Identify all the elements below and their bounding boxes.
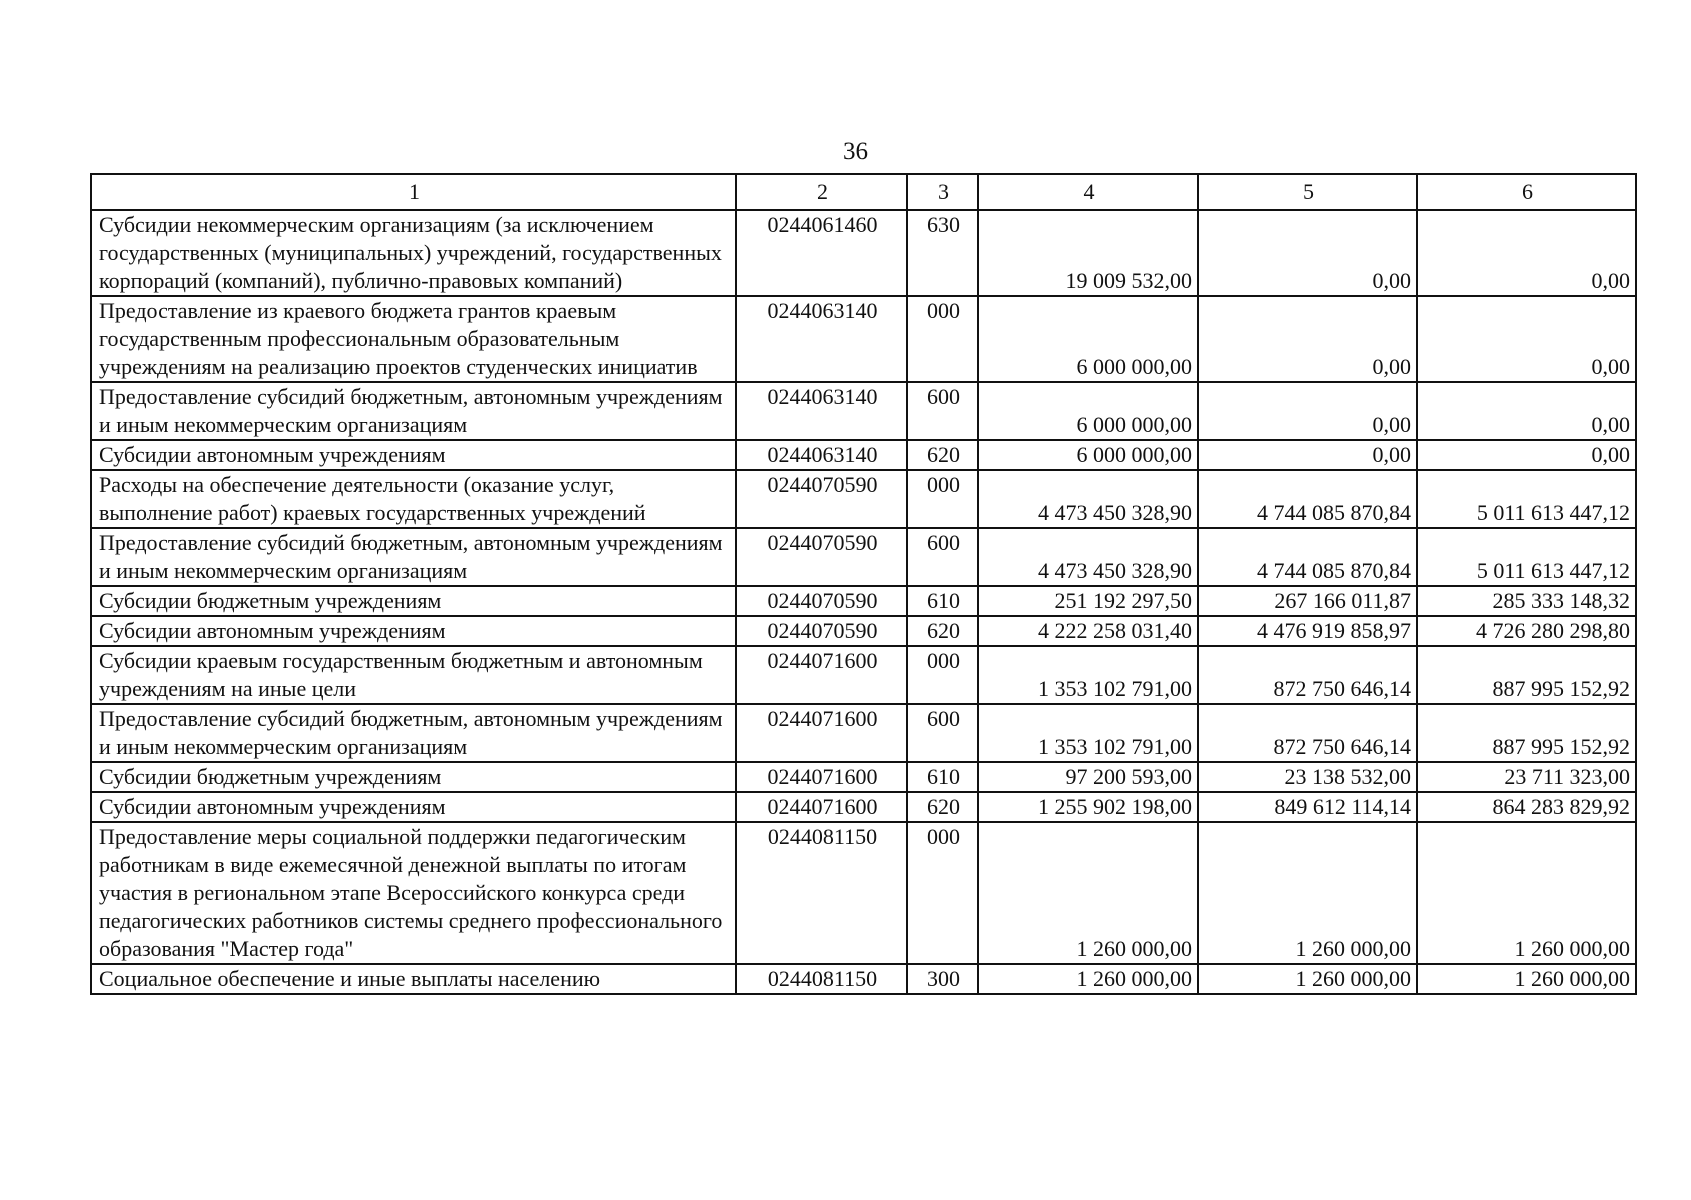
- row-description: Предоставление субсидий бюджетным, автономным учреждениям и иным некоммерческим организациям: [91, 528, 736, 586]
- row-target-code: 0244071600: [736, 704, 907, 762]
- row-amount-col5: 1 260 000,00: [1198, 822, 1417, 964]
- row-description: Субсидии автономным учреждениям: [91, 616, 736, 646]
- row-amount-col4: 4 473 450 328,90: [978, 528, 1198, 586]
- row-description: Субсидии краевым государственным бюджетным и автономным учреждениям на иные цели: [91, 646, 736, 704]
- row-target-code: 0244071600: [736, 792, 907, 822]
- row-amount-col6: 1 260 000,00: [1417, 964, 1636, 994]
- row-expense-type: 000: [907, 646, 978, 704]
- row-amount-col4: 4 473 450 328,90: [978, 470, 1198, 528]
- row-amount-col4: 1 255 902 198,00: [978, 792, 1198, 822]
- row-description: Субсидии некоммерческим организациям (за исключением государственных (муниципальных) учреждений, государственных корпораций (компаний), публично-правовых компаний): [91, 210, 736, 296]
- header-col-6: 6: [1417, 174, 1636, 210]
- table-row: [91, 762, 1636, 792]
- row-amount-col5: 849 612 114,14: [1198, 792, 1417, 822]
- table-row: [91, 792, 1636, 822]
- row-amount-col6: 0,00: [1417, 382, 1636, 440]
- row-description: Предоставление меры социальной поддержки педагогическим работникам в виде ежемесячной денежной выплаты по итогам участия в региональном этапе Всероссийского конкурса среди педагогических работников системы среднего профессионального образования "Мастер года": [91, 822, 736, 964]
- table-row: [91, 646, 1636, 704]
- row-amount-col4: 97 200 593,00: [978, 762, 1198, 792]
- row-amount-col4: 1 353 102 791,00: [978, 646, 1198, 704]
- row-amount-col4: 251 192 297,50: [978, 586, 1198, 616]
- budget-table: [90, 173, 1637, 995]
- row-amount-col4: 6 000 000,00: [978, 382, 1198, 440]
- row-amount-col6: 864 283 829,92: [1417, 792, 1636, 822]
- row-amount-col5: 872 750 646,14: [1198, 704, 1417, 762]
- row-expense-type: 620: [907, 440, 978, 470]
- row-expense-type: 000: [907, 296, 978, 382]
- table-row: [91, 440, 1636, 470]
- row-amount-col4: 1 260 000,00: [978, 822, 1198, 964]
- row-expense-type: 620: [907, 792, 978, 822]
- row-expense-type: 620: [907, 616, 978, 646]
- row-amount-col5: 1 260 000,00: [1198, 964, 1417, 994]
- row-amount-col6: 4 726 280 298,80: [1417, 616, 1636, 646]
- table-row: [91, 382, 1636, 440]
- row-target-code: 0244071600: [736, 646, 907, 704]
- row-amount-col6: 5 011 613 447,12: [1417, 470, 1636, 528]
- page-number: 36: [843, 138, 868, 165]
- table-row: [91, 296, 1636, 382]
- row-amount-col6: 0,00: [1417, 440, 1636, 470]
- row-amount-col5: 0,00: [1198, 382, 1417, 440]
- row-amount-col4: 1 353 102 791,00: [978, 704, 1198, 762]
- row-expense-type: 000: [907, 470, 978, 528]
- row-amount-col6: 0,00: [1417, 210, 1636, 296]
- row-description: Предоставление субсидий бюджетным, автономным учреждениям и иным некоммерческим организациям: [91, 704, 736, 762]
- row-expense-type: 000: [907, 822, 978, 964]
- table-body: [91, 210, 1636, 994]
- row-amount-col4: 19 009 532,00: [978, 210, 1198, 296]
- header-col-1: 1: [91, 174, 736, 210]
- row-amount-col5: 4 744 085 870,84: [1198, 470, 1417, 528]
- row-amount-col6: 5 011 613 447,12: [1417, 528, 1636, 586]
- table-row: [91, 964, 1636, 994]
- row-amount-col6: 887 995 152,92: [1417, 704, 1636, 762]
- header-col-5: 5: [1198, 174, 1417, 210]
- row-amount-col4: 6 000 000,00: [978, 440, 1198, 470]
- row-amount-col5: 267 166 011,87: [1198, 586, 1417, 616]
- row-target-code: 0244081150: [736, 964, 907, 994]
- row-description: Расходы на обеспечение деятельности (оказание услуг, выполнение работ) краевых государственных учреждений: [91, 470, 736, 528]
- row-description: Социальное обеспечение и иные выплаты населению: [91, 964, 736, 994]
- row-amount-col5: 0,00: [1198, 210, 1417, 296]
- row-amount-col5: 872 750 646,14: [1198, 646, 1417, 704]
- row-amount-col5: 4 476 919 858,97: [1198, 616, 1417, 646]
- row-expense-type: 300: [907, 964, 978, 994]
- row-description: Субсидии бюджетным учреждениям: [91, 762, 736, 792]
- table-row: [91, 210, 1636, 296]
- row-description: Субсидии автономным учреждениям: [91, 440, 736, 470]
- row-amount-col4: 4 222 258 031,40: [978, 616, 1198, 646]
- row-amount-col5: 23 138 532,00: [1198, 762, 1417, 792]
- row-target-code: 0244063140: [736, 296, 907, 382]
- row-target-code: 0244070590: [736, 616, 907, 646]
- row-expense-type: 610: [907, 586, 978, 616]
- row-amount-col5: 4 744 085 870,84: [1198, 528, 1417, 586]
- table-row: [91, 616, 1636, 646]
- row-target-code: 0244070590: [736, 470, 907, 528]
- row-target-code: 0244063140: [736, 382, 907, 440]
- row-amount-col5: 0,00: [1198, 296, 1417, 382]
- row-amount-col6: 23 711 323,00: [1417, 762, 1636, 792]
- row-expense-type: 600: [907, 704, 978, 762]
- table-row: [91, 470, 1636, 528]
- row-amount-col4: 1 260 000,00: [978, 964, 1198, 994]
- header-col-4: 4: [978, 174, 1198, 210]
- header-col-3: 3: [907, 174, 978, 210]
- row-description: Предоставление из краевого бюджета грантов краевым государственным профессиональным образовательным учреждениям на реализацию проектов студенческих инициатив: [91, 296, 736, 382]
- row-expense-type: 630: [907, 210, 978, 296]
- row-amount-col5: 0,00: [1198, 440, 1417, 470]
- table-row: [91, 528, 1636, 586]
- row-target-code: 0244070590: [736, 586, 907, 616]
- row-amount-col6: 0,00: [1417, 296, 1636, 382]
- row-expense-type: 600: [907, 382, 978, 440]
- row-target-code: 0244071600: [736, 762, 907, 792]
- table-row: [91, 586, 1636, 616]
- header-col-2: 2: [736, 174, 907, 210]
- header-row: [91, 174, 1636, 210]
- row-target-code: 0244063140: [736, 440, 907, 470]
- row-amount-col4: 6 000 000,00: [978, 296, 1198, 382]
- table-row: [91, 704, 1636, 762]
- row-target-code: 0244081150: [736, 822, 907, 964]
- row-amount-col6: 887 995 152,92: [1417, 646, 1636, 704]
- row-target-code: 0244070590: [736, 528, 907, 586]
- row-description: Субсидии автономным учреждениям: [91, 792, 736, 822]
- row-amount-col6: 285 333 148,32: [1417, 586, 1636, 616]
- row-amount-col6: 1 260 000,00: [1417, 822, 1636, 964]
- row-expense-type: 600: [907, 528, 978, 586]
- row-expense-type: 610: [907, 762, 978, 792]
- table-row: [91, 822, 1636, 964]
- row-description: Субсидии бюджетным учреждениям: [91, 586, 736, 616]
- row-description: Предоставление субсидий бюджетным, автономным учреждениям и иным некоммерческим организациям: [91, 382, 736, 440]
- row-target-code: 0244061460: [736, 210, 907, 296]
